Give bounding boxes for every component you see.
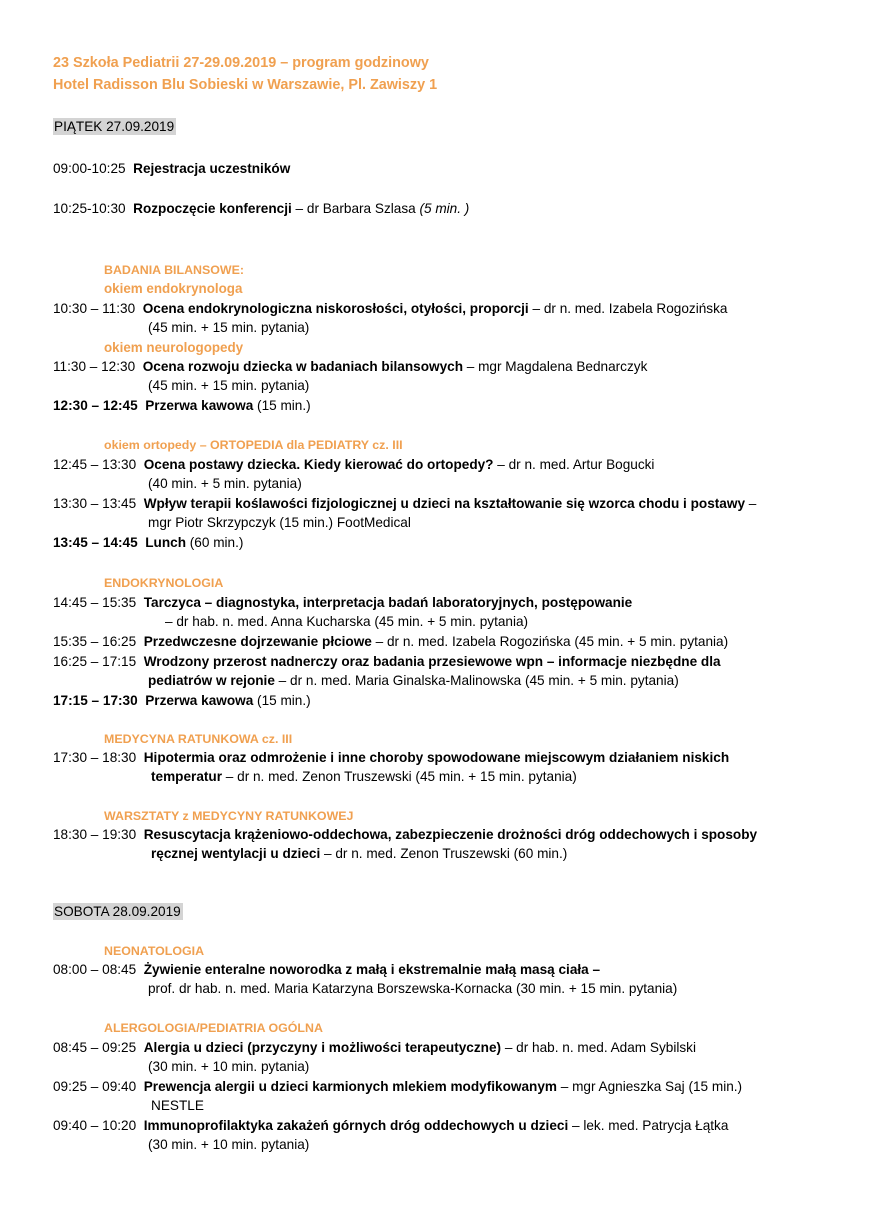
section-heading: NEONATOLOGIA xyxy=(104,944,205,958)
session-detail: (45 min. + 15 min. pytania) xyxy=(148,378,310,393)
agenda-row-break xyxy=(53,397,311,414)
agenda-row-break xyxy=(53,692,311,709)
time: 10:25-10:30 xyxy=(53,201,126,216)
speaker: – lek. med. Patrycja Łątka xyxy=(568,1118,729,1133)
day-label-text: PIĄTEK 27.09.2019 xyxy=(54,119,175,134)
session-title: Wpływ terapii koślawości fizjologicznej u dzieci na kształtowanie się wzorca chodu i postawy xyxy=(143,496,746,511)
time: 13:45 – 14:45 xyxy=(53,535,138,550)
agenda-row xyxy=(53,358,647,375)
session-detail xyxy=(148,672,679,689)
day-label-friday xyxy=(53,118,176,135)
session-title-cont: temperatur xyxy=(151,769,223,784)
time: 14:45 – 15:35 xyxy=(53,595,137,610)
session-detail: NESTLE xyxy=(151,1098,204,1113)
session-title: Przerwa kawowa xyxy=(145,693,254,708)
session-title: Tarczyca – diagnostyka, interpretacja badań laboratoryjnych, postępowanie xyxy=(143,595,633,610)
session-detail: (45 min. + 15 min. pytania) xyxy=(148,320,310,335)
time: 10:30 – 11:30 xyxy=(53,301,136,316)
speaker: – dr hab. n. med. Adam Sybilski xyxy=(501,1040,696,1055)
time: 17:30 – 18:30 xyxy=(53,750,137,765)
section-heading: BADANIA BILANSOWE: xyxy=(104,263,244,277)
session-title-cont: ręcznej wentylacji u dzieci xyxy=(151,846,321,861)
doc-title: 23 Szkoła Pediatrii 27-29.09.2019 – program godzinowy xyxy=(53,55,429,71)
session-title: Prewencja alergii u dzieci karmionych mlekiem modyfikowanym xyxy=(143,1079,557,1094)
agenda-row-break xyxy=(53,534,243,551)
session-title: Żywienie enteralne noworodka z małą i ekstremalnie małą masą ciała – xyxy=(143,962,601,977)
duration: (15 min.) xyxy=(253,398,311,413)
time: 09:40 – 10:20 xyxy=(53,1118,137,1133)
session-title: Przedwczesne dojrzewanie płciowe xyxy=(143,634,372,649)
section-heading: ENDOKRYNOLOGIA xyxy=(104,576,224,590)
agenda-row xyxy=(53,961,600,978)
session-title: Immunoprofilaktyka zakażeń górnych dróg oddechowych u dzieci xyxy=(143,1118,569,1133)
speaker: – xyxy=(745,496,757,511)
session-title: Alergia u dzieci (przyczyny i możliwości terapeutyczne) xyxy=(143,1040,502,1055)
day-label-text: SOBOTA 28.09.2019 xyxy=(54,904,181,919)
day-label-saturday xyxy=(53,903,183,920)
session-title: Resuscytacja krążeniowo-oddechowa, zabezpieczenie drożności dróg oddechowych i sposoby xyxy=(143,827,758,842)
session-title: Hipotermia oraz odmrożenie i inne choroby spowodowane miejscowym działaniem niskich xyxy=(143,750,730,765)
session-title: Rejestracja uczestników xyxy=(133,161,291,176)
session-title: Rozpoczęcie konferencji xyxy=(133,201,292,216)
agenda-row xyxy=(53,1078,742,1095)
session-title-cont: pediatrów w rejonie xyxy=(148,673,275,688)
duration: (60 min.) xyxy=(186,535,244,550)
session-detail: mgr Piotr Skrzypczyk (15 min.) FootMedical xyxy=(148,515,411,530)
agenda-row xyxy=(53,633,728,650)
agenda-row xyxy=(53,300,727,317)
speaker: – dr n. med. Zenon Truszewski (45 min. + 15 min. pytania) xyxy=(222,769,577,784)
time: 09:00-10:25 xyxy=(53,161,126,176)
speaker: – dr n. med. Maria Ginalska-Malinowska (45 min. + 5 min. pytania) xyxy=(274,673,679,688)
agenda-row xyxy=(53,200,469,217)
session-detail xyxy=(151,845,567,862)
agenda-row xyxy=(53,749,729,766)
time: 13:30 – 13:45 xyxy=(53,496,137,511)
time: 12:30 – 12:45 xyxy=(53,398,138,413)
session-detail: (40 min. + 5 min. pytania) xyxy=(148,476,302,491)
agenda-row xyxy=(53,826,757,843)
session-title: Ocena rozwoju dziecka w badaniach bilansowych xyxy=(142,359,463,374)
agenda-row xyxy=(53,160,290,177)
section-heading: ALERGOLOGIA/PEDIATRIA OGÓLNA xyxy=(104,1021,323,1035)
session-title: Lunch xyxy=(145,535,186,550)
speaker: – dr n. med. Zenon Truszewski (60 min.) xyxy=(320,846,568,861)
doc-venue: Hotel Radisson Blu Sobieski w Warszawie, Pl. Zawiszy 1 xyxy=(53,77,438,93)
time: 08:45 – 09:25 xyxy=(53,1040,137,1055)
speaker: – dr n. med. Artur Bogucki xyxy=(493,457,655,472)
speaker: – dr Barbara Szlasa xyxy=(291,201,420,216)
session-detail: (30 min. + 10 min. pytania) xyxy=(148,1059,310,1074)
time: 12:45 – 13:30 xyxy=(53,457,137,472)
section-heading: okiem ortopedy – ORTOPEDIA dla PEDIATRY cz. III xyxy=(104,438,403,452)
speaker: – mgr Magdalena Bednarczyk xyxy=(463,359,648,374)
agenda-row xyxy=(53,653,721,670)
subsection-heading: okiem neurologopedy xyxy=(104,340,244,355)
time: 15:35 – 16:25 xyxy=(53,634,137,649)
session-title: Przerwa kawowa xyxy=(145,398,254,413)
agenda-row xyxy=(53,1039,696,1056)
section-heading: WARSZTATY z MEDYCYNY RATUNKOWEJ xyxy=(104,809,354,823)
session-detail: – dr hab. n. med. Anna Kucharska (45 min. + 5 min. pytania) xyxy=(165,614,529,629)
session-detail: (30 min. + 10 min. pytania) xyxy=(148,1137,310,1152)
speaker: – dr n. med. Izabela Rogozińska xyxy=(528,301,728,316)
speaker: – dr n. med. Izabela Rogozińska (45 min. + 5 min. pytania) xyxy=(371,634,729,649)
agenda-row xyxy=(53,456,654,473)
session-detail xyxy=(151,768,577,785)
time: 11:30 – 12:30 xyxy=(53,359,136,374)
time: 17:15 – 17:30 xyxy=(53,693,138,708)
duration: (5 min. ) xyxy=(419,201,470,216)
session-detail: prof. dr hab. n. med. Maria Katarzyna Borszewska-Kornacka (30 min. + 15 min. pytania) xyxy=(148,981,678,996)
agenda-row xyxy=(53,495,756,512)
session-title: Ocena postawy dziecka. Kiedy kierować do ortopedy? xyxy=(143,457,494,472)
agenda-row xyxy=(53,1117,728,1134)
time: 08:00 – 08:45 xyxy=(53,962,137,977)
time: 09:25 – 09:40 xyxy=(53,1079,137,1094)
session-title: Wrodzony przerost nadnerczy oraz badania przesiewowe wpn – informacje niezbędne dla xyxy=(143,654,721,669)
agenda-row xyxy=(53,594,632,611)
time: 16:25 – 17:15 xyxy=(53,654,137,669)
session-title: Ocena endokrynologiczna niskorosłości, otyłości, proporcji xyxy=(142,301,529,316)
speaker: – mgr Agnieszka Saj (15 min.) xyxy=(556,1079,743,1094)
time: 18:30 – 19:30 xyxy=(53,827,137,842)
duration: (15 min.) xyxy=(253,693,311,708)
subsection-heading: okiem endokrynologa xyxy=(104,281,243,296)
section-heading: MEDYCYNA RATUNKOWA cz. III xyxy=(104,732,293,746)
